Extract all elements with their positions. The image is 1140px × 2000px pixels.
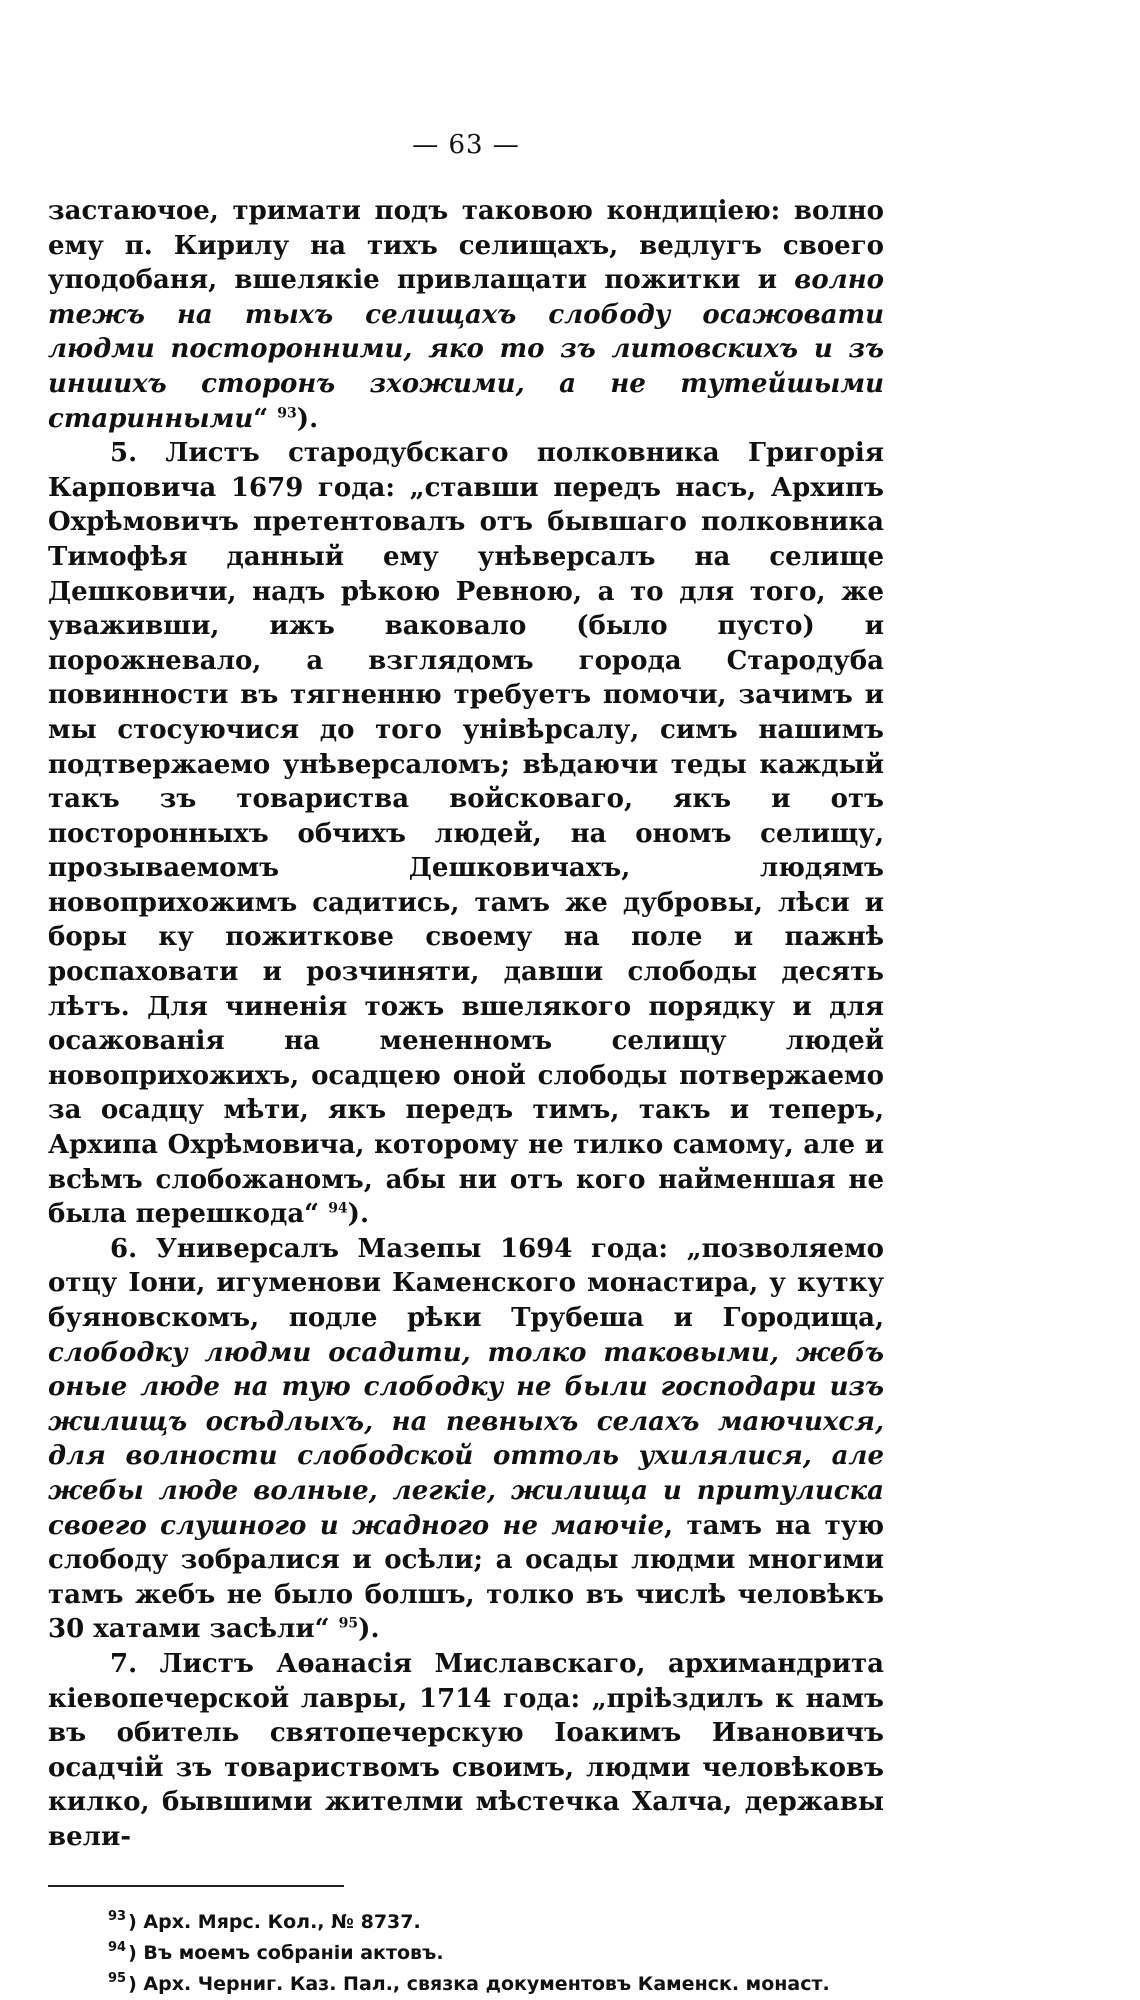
page xyxy=(48,130,884,2000)
footnote-divider xyxy=(48,1885,344,1887)
footnote-number: 93 xyxy=(108,1909,127,1925)
paragraph xyxy=(48,1647,884,1855)
text-segment: ). xyxy=(358,1614,380,1645)
footnote-text: ) Арх. Мярс. Кол., № 8737. xyxy=(128,1910,421,1933)
text-segment: “ xyxy=(304,1199,329,1230)
text-segment: 6. Универсалъ Мазепы 1694 года: „позволяемо отцу Іони, игуменови Каменского монастира, у кутку буяновскомъ, подле рѣки Трубеша и Городища, xyxy=(48,1233,884,1333)
text-segment: 5. Листъ стародубскаго полковника Григорія Карповича 1679 года: „ставши передъ насъ, Архипъ Охрѣмовичъ претентовалъ отъ бывшаго полковника Тимофѣя данный ему унѣверсалъ на селище Дешковичи, надъ рѣкою Ревною, а то для того, же уваживши, ижъ ваковало (было пусто) и порожневало, а взглядомъ города Стародуба повинности въ тягненню требуетъ помочи, зачимъ и мы стосуючися до того унівѣрсалу, симъ нашимъ подтвержаемо унѣверсаломъ; вѣдаючи теды каждый такъ зъ товариства войсковаго, якъ и отъ посторонныхъ обчихъ людей, на ономъ селищу, прозываемомъ Дешковичахъ, людямъ новоприхожимъ садитись, тамъ же дубровы, лѣси и боры ку пожиткове своему на поле и пажнѣ роспаховати и розчиняти, давши слободы десять лѣтъ. Для чиненія тожъ вшелякого порядку и для осажованія на мененномъ селищу людей новоприхожихъ, осадцею оной слободы потвержаемо за осадцу мѣти, якъ передъ тимъ, такъ и теперъ, Архипа Охрѣмовича, которому не тилко самому, але и всѣмъ слобожаномъ, абы ни отъ кого найменшая не была перешкода xyxy=(48,438,884,1230)
paragraph xyxy=(48,436,884,1232)
text-segment: 7. Листъ Аѳанасія Миславскаго, архимандрита кіевопечерской лавры, 1714 года: „пріѣздилъ к намъ въ обитель святопечерскую Іоакимъ Ивановичъ осадчій зъ товариствомъ своимъ, людми человѣковъ килко, бывшими жителми мѣстечка Халча, державы вели- xyxy=(48,1648,884,1852)
footnote xyxy=(108,1907,884,1938)
text-segment: “ xyxy=(314,1614,339,1645)
footnote-reference: 94 xyxy=(328,1200,348,1217)
footnote xyxy=(108,1969,884,2000)
footnote-text: ) Арх. Черниг. Каз. Пал., связка документовъ Каменск. монаст. xyxy=(128,1972,830,1995)
text-segment: , тамъ на тую слободу зобралися и осѣли; а осады людми многими тамъ жебъ не было болшъ, толко въ числѣ человѣкъ 30 хатами засѣли xyxy=(48,1510,885,1645)
footnote-reference: 95 xyxy=(338,1615,359,1632)
footnote-number: 95 xyxy=(108,1971,127,1987)
text-segment: застаючое, тримати подъ таковою кондиціею: волно ему п. Кирилу на тихъ селищахъ, ведлугъ своего уподобаня, вшелякіе привлащати пожитки и xyxy=(48,196,884,296)
text-segment: ). xyxy=(347,1199,370,1230)
text-segment: ). xyxy=(296,403,319,434)
paragraph xyxy=(48,194,884,436)
text-segment: “ xyxy=(253,403,278,434)
footnote-reference: 93 xyxy=(277,404,297,421)
text-segment: слободку людми осадити, толко таковыми, жебъ оные люде на тую слободку не были господари изъ жилищъ осѣдлыхъ, на певныхъ селахъ маючихся, для волности слободской оттоль ухилялися, але жебы люде волные, легкіе, жилища и притулиска своего слушного и жадного не маючіе xyxy=(48,1337,884,1541)
footnotes xyxy=(108,1907,884,2000)
footnote xyxy=(108,1938,884,1969)
body-text xyxy=(48,194,884,1855)
paragraph xyxy=(48,1232,884,1647)
page-number: — 63 — xyxy=(412,130,520,160)
footnote-text: ) Въ моемъ собраніи актовъ. xyxy=(128,1941,444,1964)
text-segment: волно тежъ на тыхъ селищахъ слободу осажовати людми посторонними, яко то зъ литовскихъ и зъ иншихъ сторонъ зхожими, а не тутейшыми старинными xyxy=(48,265,884,434)
footnote-number: 94 xyxy=(108,1940,127,1956)
